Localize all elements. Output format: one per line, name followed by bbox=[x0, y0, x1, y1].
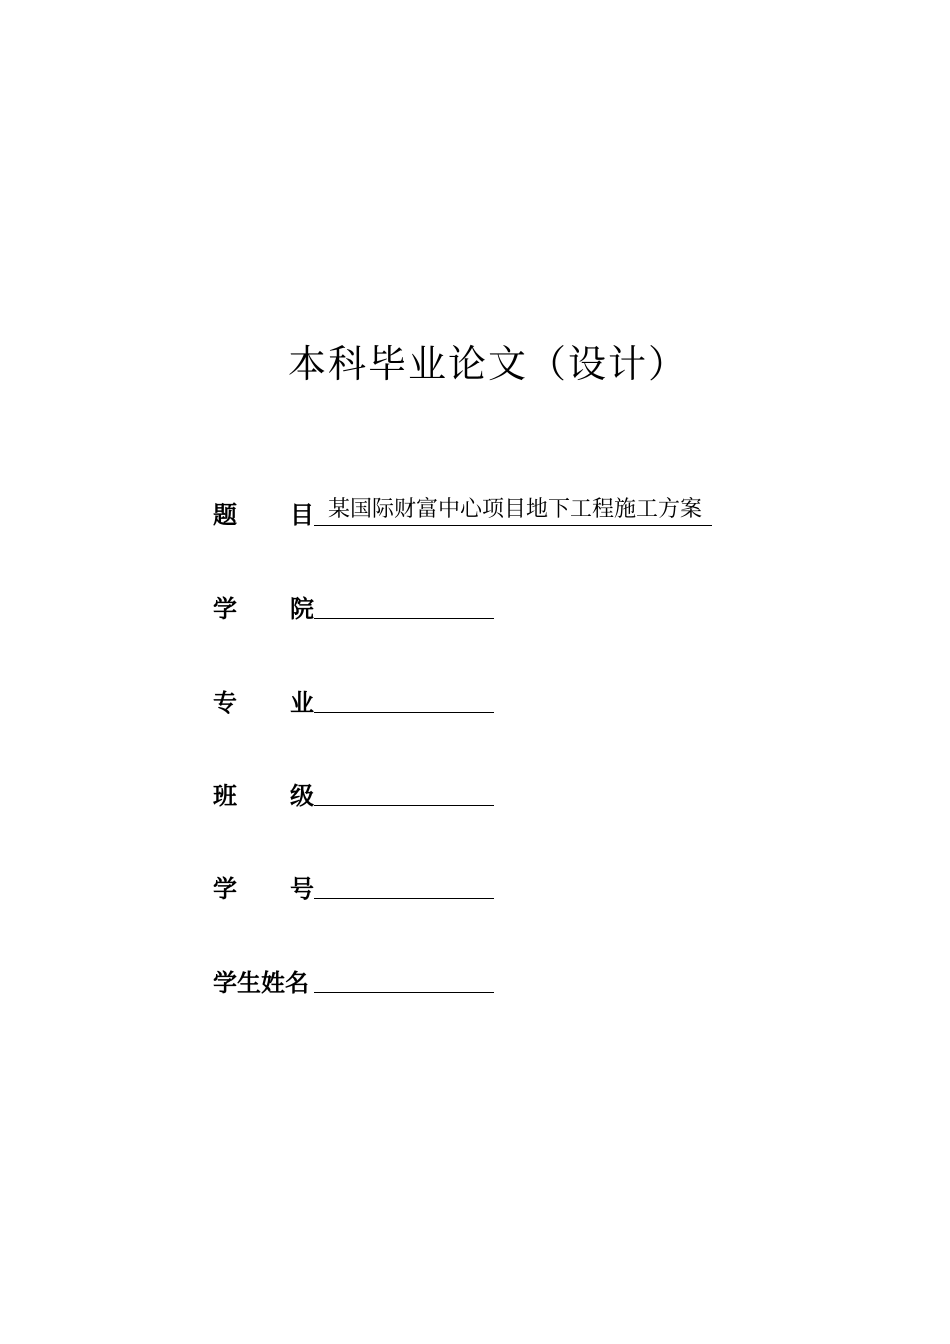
field-class bbox=[213, 775, 494, 811]
field-title-label bbox=[213, 500, 314, 530]
field-college bbox=[213, 588, 494, 624]
main-title: 本科毕业论文（设计） bbox=[287, 342, 688, 386]
field-student-name-label: 学生姓名 bbox=[213, 969, 309, 997]
field-student-id bbox=[213, 868, 494, 904]
field-college-label-char-1: 学 bbox=[213, 595, 237, 623]
field-class-label-char-1: 班 bbox=[213, 782, 237, 810]
field-college-blank-line[interactable] bbox=[314, 617, 494, 619]
field-student-name-label-wrap bbox=[213, 968, 314, 998]
field-student-id-label-char-1: 学 bbox=[213, 875, 237, 903]
field-title-value: 某国际财富中心项目地下工程施工方案 bbox=[314, 495, 712, 526]
field-student-id-blank-line[interactable] bbox=[314, 897, 494, 899]
field-student-name bbox=[213, 962, 494, 998]
field-major-label bbox=[213, 688, 314, 718]
field-title-label-char-1: 题 bbox=[213, 501, 237, 529]
field-class-blank-line[interactable] bbox=[314, 804, 494, 806]
field-class-label-char-2: 级 bbox=[290, 782, 314, 810]
field-college-label-char-2: 院 bbox=[290, 595, 314, 623]
field-student-id-label-char-2: 号 bbox=[290, 875, 314, 903]
field-student-id-label bbox=[213, 874, 314, 904]
field-major-label-char-1: 专 bbox=[213, 689, 237, 717]
field-class-label bbox=[213, 781, 314, 811]
field-college-label bbox=[213, 594, 314, 624]
field-title bbox=[213, 494, 712, 530]
field-major-blank-line[interactable] bbox=[314, 711, 494, 713]
field-student-name-blank-line[interactable] bbox=[314, 991, 494, 993]
field-major-label-char-2: 业 bbox=[290, 689, 314, 717]
field-title-label-char-2: 目 bbox=[290, 501, 314, 529]
field-major bbox=[213, 682, 494, 718]
